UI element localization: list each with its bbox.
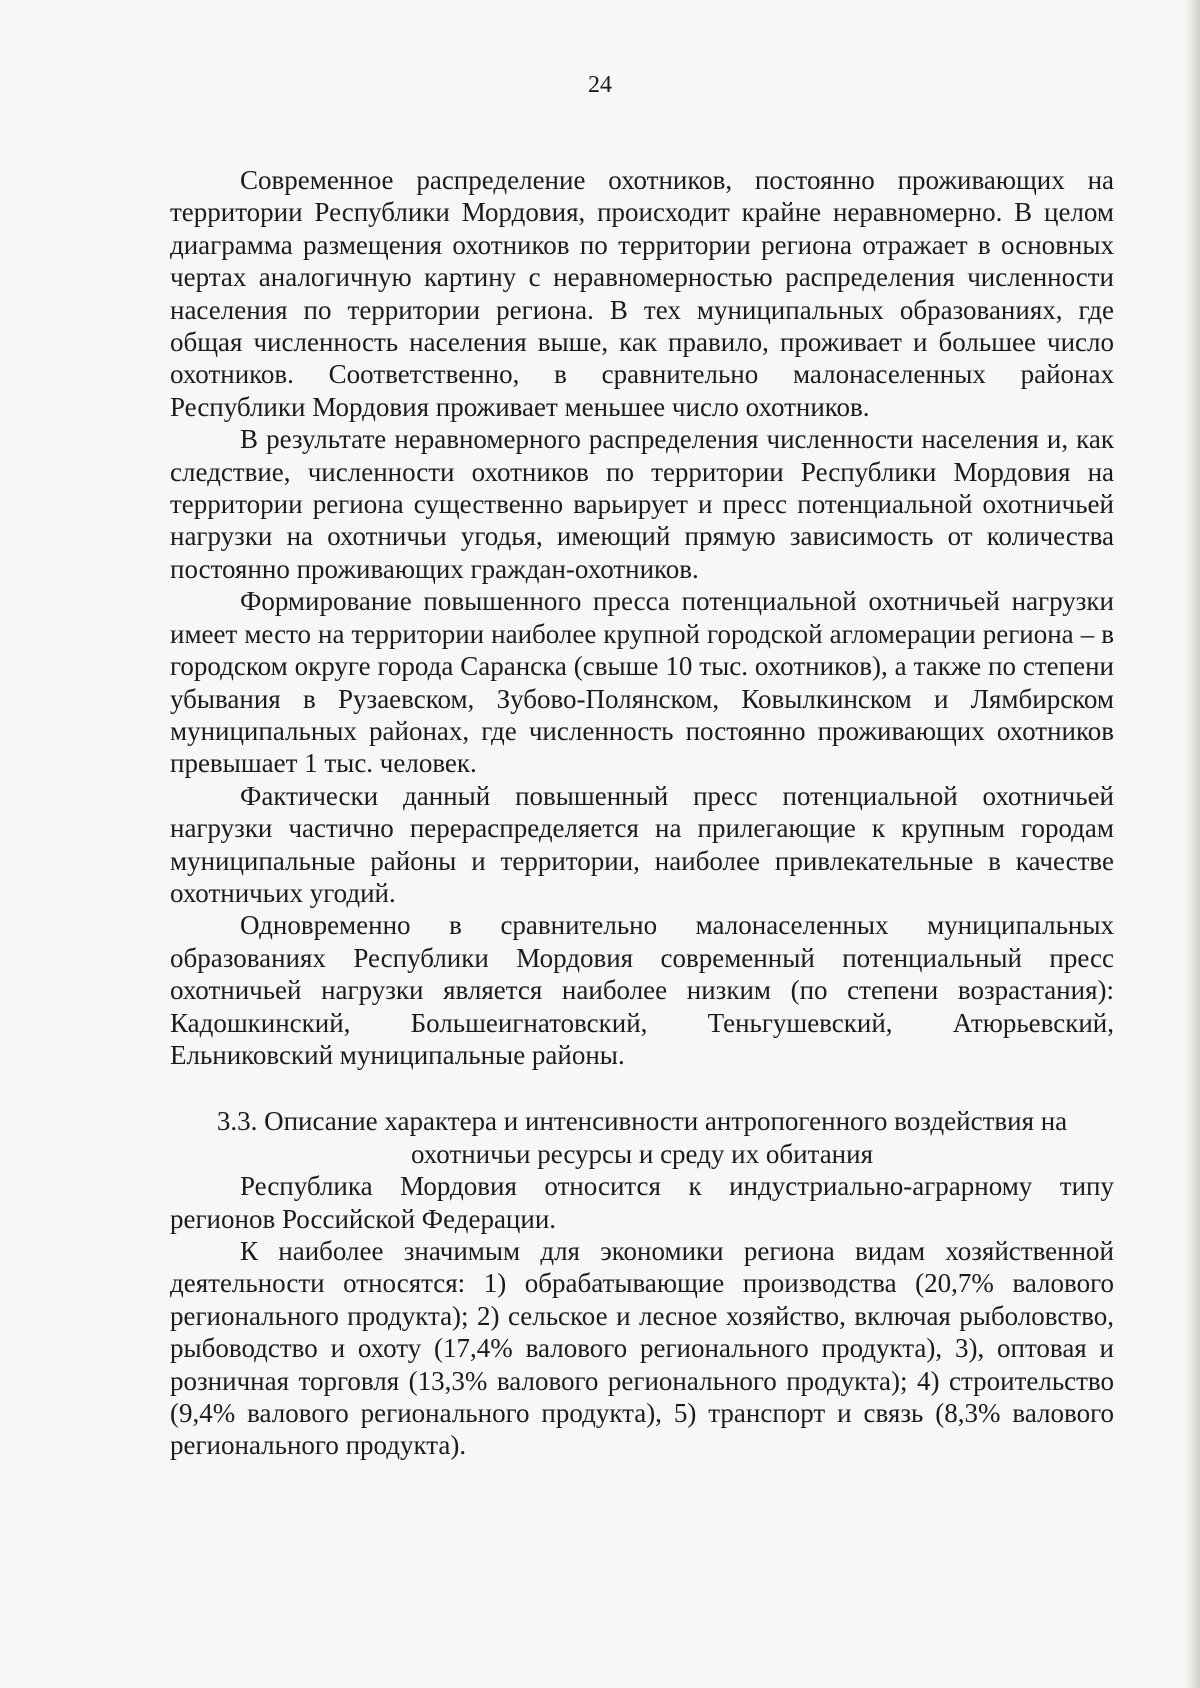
paragraph-1: Современное распределение охотников, постоянно проживающих на территории Республики Мордовия, происходит крайне неравномерно. В целом диаграмма размещения охотников по территории региона отражает в основных чертах аналогичную картину с неравномерностью распределения численности населения по территории региона. В тех муниципальных образованиях, где общая численность населения выше, как правило, проживает и большее число охотников. Соответственно, в сравнительно малонаселенных районах Республики Мордовия проживает меньшее число охотников. [170,165,1114,422]
paragraph-6: Республика Мордовия относится к индустриально-аграрному типу регионов Российской Федерации. [170,1171,1114,1234]
paragraph-4: Фактически данный повышенный пресс потенциальной охотничьей нагрузки частично перераспределяется на прилегающие к крупным городам муниципальные районы и территории, наиболее привлекательные в качестве охотничьих угодий. [170,780,1114,908]
paragraph-5: Одновременно в сравнительно малонаселенных муниципальных образованиях Республики Мордовия современный потенциальный пресс охотничьей нагрузки является наиболее низким (по степени возрастания): Кадошкинский, Большеигнатовский, Теньгушевский, Атюрьевский, Ельниковский муниципальные районы. [170,910,1114,1070]
paragraph-7: К наиболее значимым для экономики региона видам хозяйственной деятельности относятся: 1) обрабатывающие производства (20,7% валового регионального продукта); 2) сельское и лесное хозяйство, включая рыболовство, рыбоводство и охоту (17,4% валового регионального продукта), 3), оптовая и розничная торговля (13,3% валового регионального продукта); 4) строительство (9,4% валового регионального продукта), 5) транспорт и связь (8,3% валового регионального продукта). [170,1236,1114,1461]
page-number: 24 [588,72,612,98]
page-edge-shadow [1186,0,1200,1688]
page-content [170,164,1114,1462]
paragraph-3: Формирование повышенного пресса потенциальной охотничьей нагрузки имеет место на территории наиболее крупной городской агломерации региона – в городском округе города Саранска (свыше 10 тыс. охотников), а также по степени убывания в Рузаевском, Зубово-Полянском, Ковылкинском и Лямбирском муниципальных районах, где численность постоянно проживающих охотников превышает 1 тыс. человек. [170,586,1114,779]
paragraph-2: В результате неравномерного распределения численности населения и, как следствие, численности охотников по территории Республики Мордовия на территории региона существенно варьирует и пресс потенциальной охотничьей нагрузки на охотничьи угодья, имеющий прямую зависимость от количества постоянно проживающих граждан-охотников. [170,424,1114,584]
section-heading: 3.3. Описание характера и интенсивности антропогенного воздействия на охотничьи ресурсы и среду их обитания [216,1106,1068,1169]
